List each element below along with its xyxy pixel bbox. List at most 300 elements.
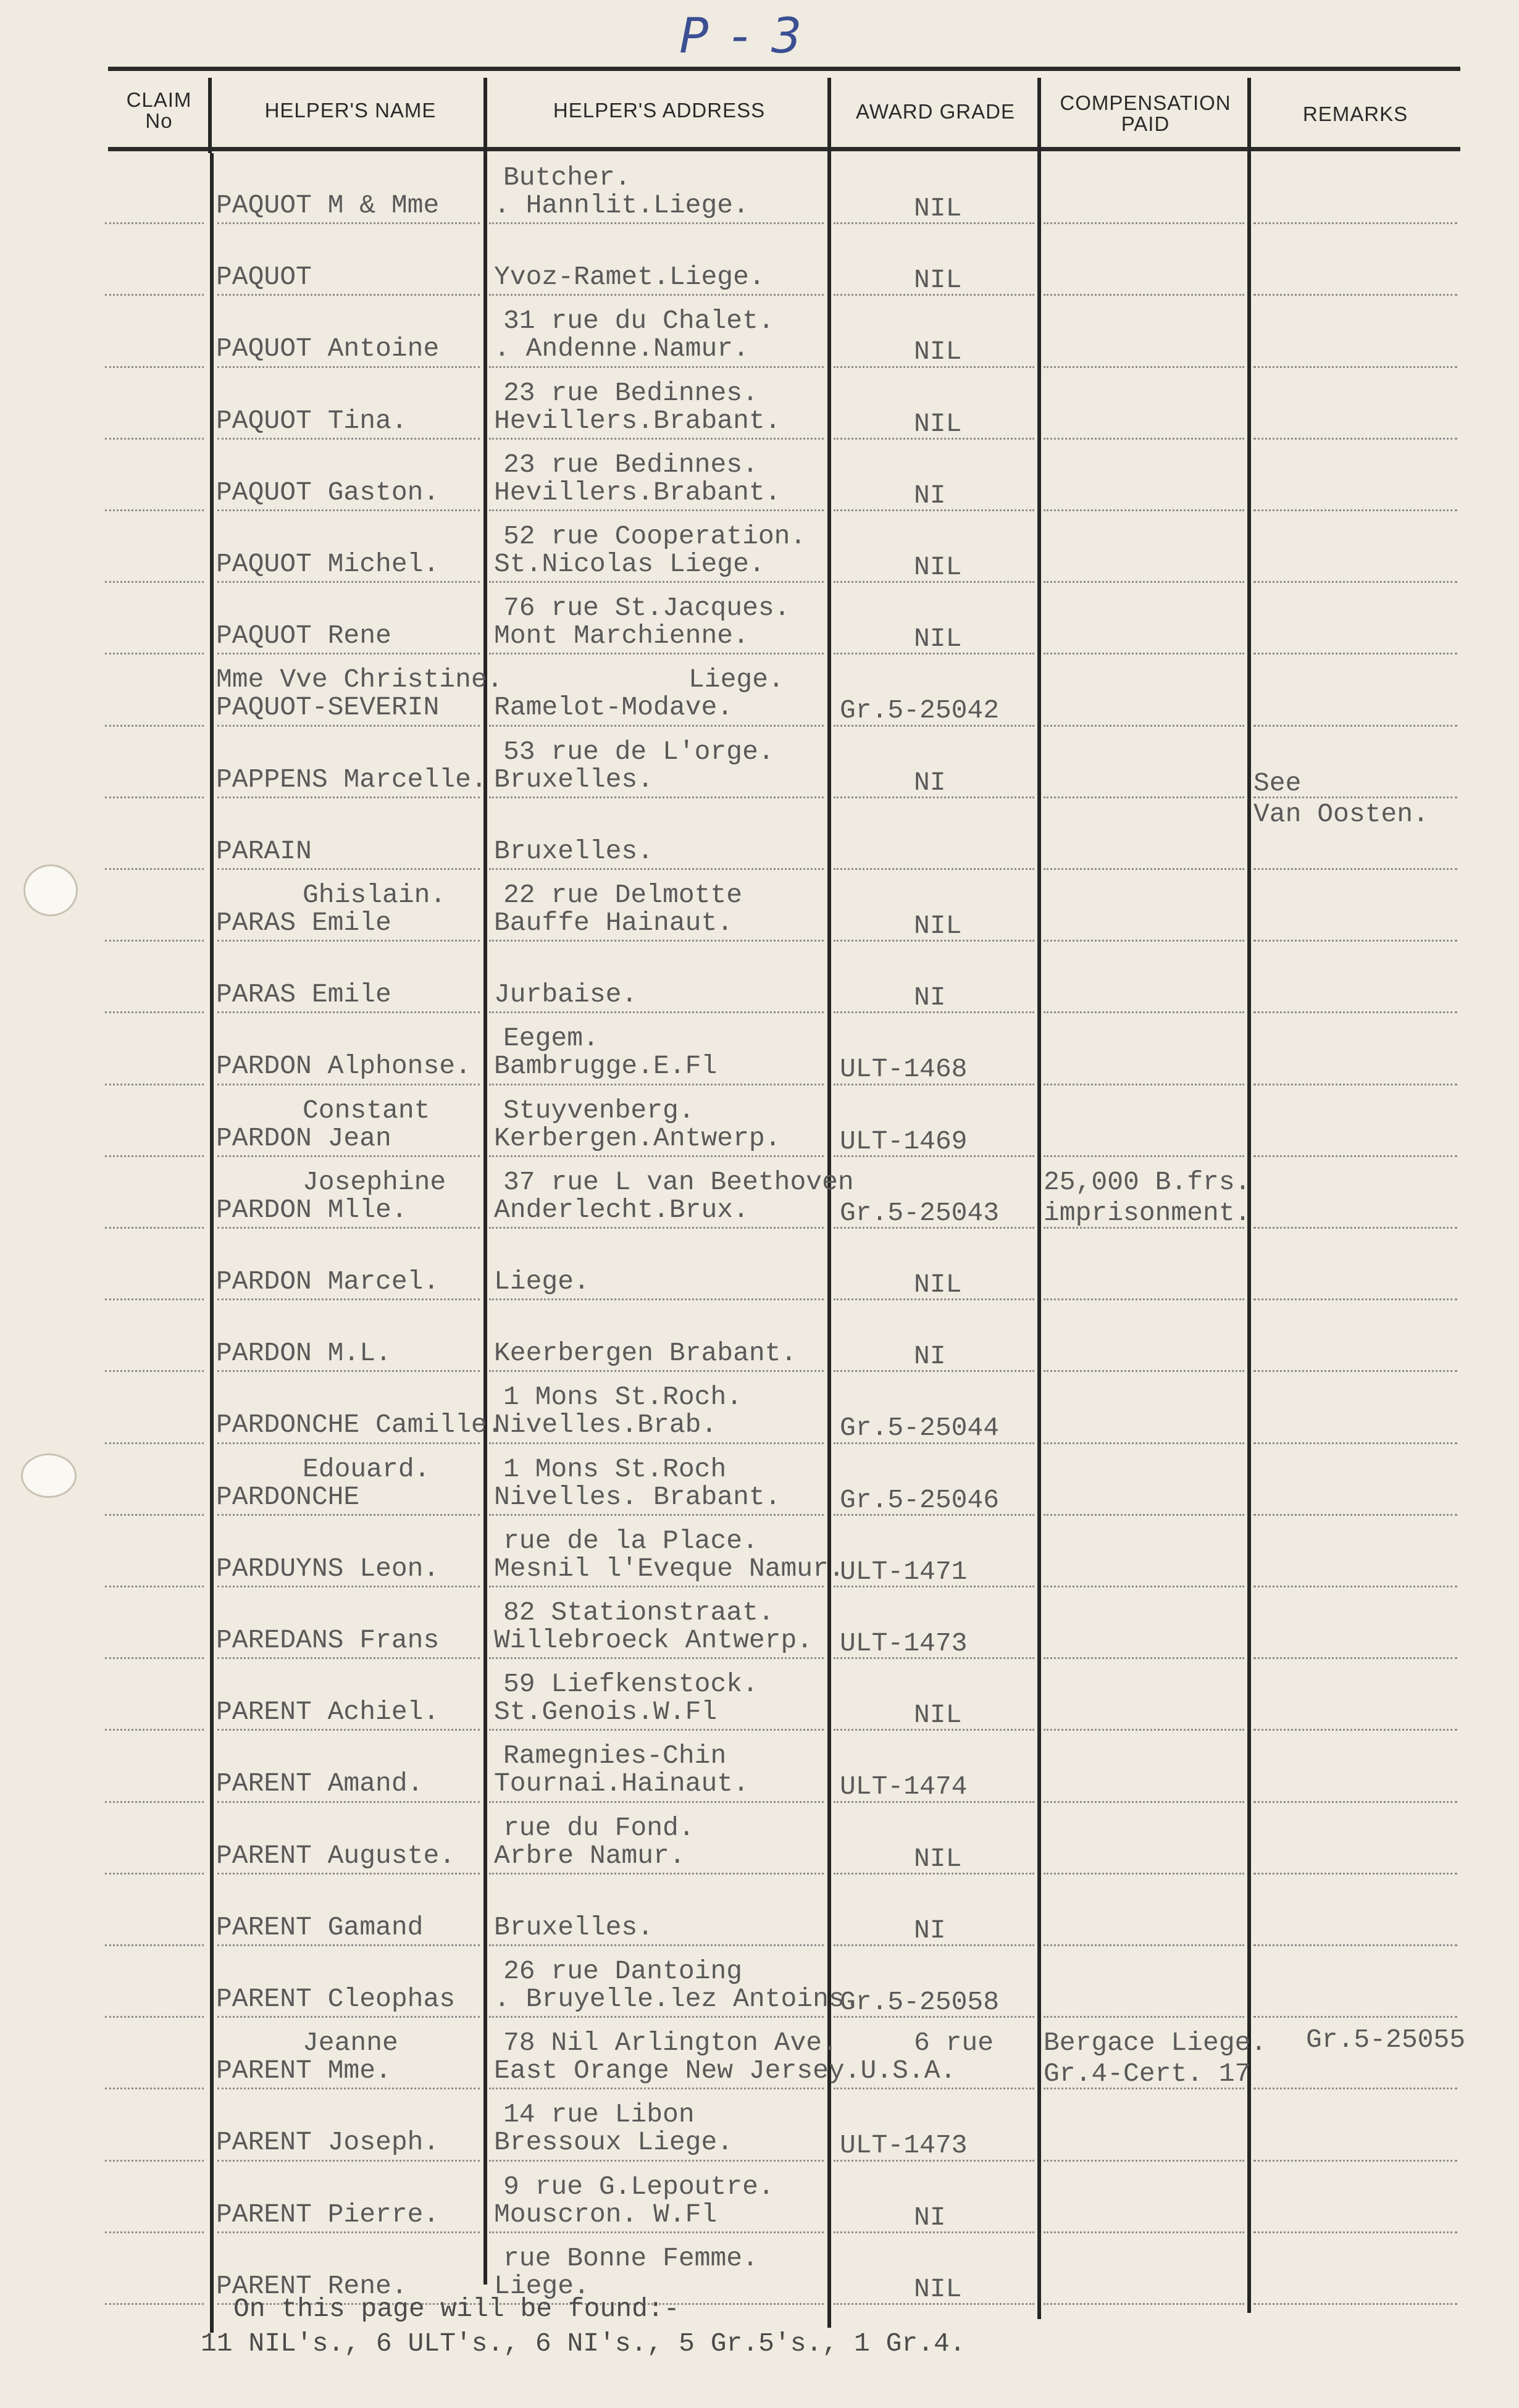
helper-name-given: Ghislain.: [303, 880, 446, 910]
award-grade: Gr.5-25043: [840, 1197, 1000, 1228]
award-grade: NIL: [914, 911, 962, 941]
helper-name: PAQUOT Antoine: [216, 333, 440, 364]
row-rule: [489, 1657, 824, 1659]
row-rule: [1044, 1514, 1244, 1516]
row-rule: [105, 294, 204, 296]
row-rule: [217, 2016, 480, 2018]
row-rule: [1253, 1084, 1457, 1085]
row-rule: [105, 1011, 204, 1013]
helper-address-line-1: 76 rue St.Jacques.: [503, 593, 790, 624]
row-rule: [105, 1227, 204, 1229]
row-rule: [217, 1801, 480, 1803]
remarks: See Van Oosten.: [1253, 767, 1429, 829]
punch-hole: [21, 1453, 77, 1498]
award-grade: NIL: [914, 1700, 962, 1731]
row-rule: [217, 1657, 480, 1659]
helper-address-line-1: 52 rue Cooperation.: [503, 521, 806, 551]
helper-address-line-2: . Andenne.Namur.: [494, 333, 749, 364]
row-rule: [217, 653, 480, 654]
helper-address-line-1: rue de la Place.: [503, 1525, 758, 1556]
row-rule: [217, 1298, 480, 1300]
row-rule: [105, 222, 204, 224]
row-rule: [1044, 1084, 1244, 1085]
row-rule: [217, 1155, 480, 1157]
row-rule: [217, 1084, 480, 1085]
row-rule: [217, 1227, 480, 1229]
helper-name: PARDON Mlle.: [216, 1194, 408, 1225]
row-rule: [105, 366, 204, 368]
row-rule: [217, 1370, 480, 1372]
row-rule: [1253, 1442, 1457, 1444]
row-rule: [1044, 1586, 1244, 1587]
row-rule: [834, 222, 1034, 224]
column-divider: [210, 153, 214, 2333]
award-grade: NIL: [914, 1843, 962, 1874]
helper-address-line-2: Bruxelles.: [494, 764, 654, 795]
row-rule: [834, 1370, 1034, 1372]
punch-hole: [23, 864, 78, 916]
row-rule: [217, 1011, 480, 1013]
row-rule: [489, 1370, 824, 1372]
row-rule: [1044, 725, 1244, 727]
row-rule: [489, 1729, 824, 1731]
row-rule: [489, 509, 824, 511]
row-rule: [105, 1084, 204, 1085]
helper-name-given: Mme Vve Christine.: [216, 664, 503, 695]
helper-name: PARAIN: [216, 835, 312, 866]
award-grade: NI: [914, 2202, 946, 2233]
helper-address-line-1: 23 rue Bedinnes.: [503, 449, 758, 480]
row-rule: [1253, 366, 1457, 368]
helper-address-line-1: 9 rue G.Lepoutre.: [503, 2171, 774, 2202]
row-rule: [489, 366, 824, 368]
row-rule: [217, 222, 480, 224]
row-rule: [489, 2231, 824, 2233]
row-rule: [834, 509, 1034, 511]
row-rule: [834, 1011, 1034, 1013]
award-grade: NI: [914, 1341, 946, 1372]
row-rule: [489, 868, 824, 870]
helper-address-line-1: rue du Fond.: [503, 1812, 695, 1843]
row-rule: [105, 653, 204, 654]
helper-name: PARENT Cleophas: [216, 1984, 456, 2014]
footer-line-2: 11 NIL's., 6 ULT's., 6 NI's., 5 Gr.5's., 1 Gr.4.: [201, 2328, 966, 2359]
helper-name-given: Constant: [303, 1095, 430, 1126]
helper-address-line-1: Eegem.: [503, 1023, 599, 1054]
row-rule: [1253, 294, 1457, 296]
row-rule: [1044, 1944, 1244, 1946]
award-grade: ULT-1473: [840, 1628, 968, 1658]
helper-address-line-2: Nivelles. Brabant.: [494, 1481, 781, 1512]
row-rule: [217, 1586, 480, 1587]
row-rule: [489, 581, 824, 583]
helper-name: PARENT Joseph.: [216, 2127, 440, 2158]
row-rule: [834, 1298, 1034, 1300]
helper-name-given: Josephine: [303, 1166, 446, 1197]
row-rule: [834, 366, 1034, 368]
row-rule: [489, 294, 824, 296]
row-rule: [489, 653, 824, 654]
row-rule: [834, 2160, 1034, 2162]
header-helper-address: HELPER'S ADDRESS: [553, 99, 766, 122]
row-rule: [217, 1729, 480, 1731]
row-rule: [834, 1729, 1034, 1731]
row-rule: [1044, 1729, 1244, 1731]
award-grade: NI: [914, 982, 946, 1013]
row-rule: [217, 366, 480, 368]
row-rule: [834, 294, 1034, 296]
row-rule: [105, 581, 204, 583]
helper-address-line-2: East Orange New Jersey.U.S.A.: [494, 2055, 956, 2086]
award-grade: ULT-1468: [840, 1054, 968, 1085]
row-rule: [217, 294, 480, 296]
header-top-rule: [108, 67, 1460, 71]
row-rule: [217, 509, 480, 511]
helper-address-line-2: Bambrugge.E.Fl: [494, 1051, 718, 1082]
row-rule: [217, 1944, 480, 1946]
row-rule: [834, 653, 1034, 654]
row-rule: [1044, 796, 1244, 798]
compensation-paid: 25,000 B.frs. imprisonment.: [1044, 1166, 1251, 1228]
helper-address-line-2: Tournai.Hainaut.: [494, 1768, 749, 1799]
helper-address-line-1: 1 Mons St.Roch: [503, 1453, 727, 1484]
helper-address-line-1: rue Bonne Femme.: [503, 2243, 758, 2273]
helper-name: PAREDANS Frans: [216, 1625, 440, 1655]
row-rule: [105, 2088, 204, 2089]
row-rule: [834, 796, 1034, 798]
row-rule: [834, 2231, 1034, 2233]
row-rule: [105, 1298, 204, 1300]
row-rule: [489, 1011, 824, 1013]
helper-name: PARDUYNS Leon.: [216, 1553, 440, 1584]
helper-name: PAPPENS Marcelle.: [216, 764, 487, 795]
row-rule: [1044, 1011, 1244, 1013]
helper-address-line-1: 23 rue Bedinnes.: [503, 377, 758, 408]
award-grade: NIL: [914, 1269, 962, 1300]
row-rule: [105, 1657, 204, 1659]
award-grade: NIL: [914, 624, 962, 654]
row-rule: [489, 2088, 824, 2089]
row-rule: [834, 1227, 1034, 1229]
row-rule: [105, 2303, 204, 2305]
award-grade: NI: [914, 480, 946, 511]
helper-name: PAQUOT Tina.: [216, 405, 408, 436]
row-rule: [1253, 2160, 1457, 2162]
row-rule: [1044, 2231, 1244, 2233]
row-rule: [489, 1944, 824, 1946]
row-rule: [105, 2231, 204, 2233]
helper-name: PARENT Gamand: [216, 1912, 424, 1942]
award-grade: ULT-1474: [840, 1771, 968, 1802]
row-rule: [1044, 1657, 1244, 1659]
helper-name: PARENT Rene.: [216, 2270, 408, 2301]
row-rule: [489, 1514, 824, 1516]
helper-address-line-2: Hevillers.Brabant.: [494, 477, 781, 508]
row-rule: [105, 1944, 204, 1946]
row-rule: [1253, 1801, 1457, 1803]
helper-name: PARENT Auguste.: [216, 1840, 456, 1871]
row-rule: [217, 725, 480, 727]
row-rule: [217, 2160, 480, 2162]
row-rule: [1044, 653, 1244, 654]
helper-address-line-1: 22 rue Delmotte: [503, 880, 743, 910]
header-remarks: REMARKS: [1302, 102, 1408, 125]
row-rule: [1253, 1514, 1457, 1516]
row-rule: [1253, 1370, 1457, 1372]
row-rule: [105, 509, 204, 511]
row-rule: [217, 868, 480, 870]
row-rule: [1253, 1155, 1457, 1157]
row-rule: [1044, 1155, 1244, 1157]
row-rule: [1253, 1227, 1457, 1229]
helper-address-line-1: 31 rue du Chalet.: [503, 306, 774, 337]
remarks: Gr.5-25055: [1306, 2025, 1466, 2055]
row-rule: [1044, 509, 1244, 511]
row-rule: [1253, 725, 1457, 727]
helper-address-line-2: . Hannlit.Liege.: [494, 190, 749, 220]
award-grade: NIL: [914, 408, 962, 439]
row-rule: [489, 1873, 824, 1875]
row-rule: [834, 1442, 1034, 1444]
row-rule: [1044, 438, 1244, 440]
row-rule: [834, 868, 1034, 870]
row-rule: [105, 1155, 204, 1157]
row-rule: [105, 1729, 204, 1731]
header-compensation-paid: COMPENSATION PAID: [1060, 91, 1231, 135]
helper-name: PAQUOT M & Mme: [216, 190, 440, 220]
row-rule: [1253, 222, 1457, 224]
row-rule: [1253, 2016, 1457, 2018]
helper-address-line-2: Arbre Namur.: [494, 1840, 685, 1871]
row-rule: [834, 1944, 1034, 1946]
row-rule: [489, 1442, 824, 1444]
row-rule: [1044, 294, 1244, 296]
helper-address-line-1: 78 Nil Arlington Ave.: [503, 2028, 838, 2059]
row-rule: [489, 1586, 824, 1587]
helper-name: PARDONCHE Camille.: [216, 1410, 503, 1440]
row-rule: [834, 1155, 1034, 1157]
row-rule: [105, 1586, 204, 1587]
helper-address-line-2: Mouscron. W.Fl: [494, 2199, 718, 2230]
helper-address-line-2: St.Genois.W.Fl: [494, 1697, 718, 1728]
helper-address-line-2: St.Nicolas Liege.: [494, 549, 765, 579]
row-rule: [1253, 940, 1457, 942]
award-grade: NIL: [914, 193, 962, 224]
row-rule: [489, 725, 824, 727]
row-rule: [1253, 438, 1457, 440]
award-grade: Gr.5-25044: [840, 1413, 1000, 1444]
row-rule: [217, 796, 480, 798]
compensation-paid: Bergace Liege. Gr.4-Cert. 17: [1044, 2028, 1267, 2089]
award-grade: NI: [914, 1915, 946, 1946]
row-rule: [1044, 940, 1244, 942]
award-grade: NIL: [914, 2273, 962, 2304]
row-rule: [105, 940, 204, 942]
row-rule: [105, 796, 204, 798]
row-rule: [489, 438, 824, 440]
row-rule: [1044, 2016, 1244, 2018]
award-grade: Gr.5-25046: [840, 1484, 1000, 1515]
helper-address-line-1: 14 rue Libon: [503, 2099, 695, 2130]
row-rule: [834, 2303, 1034, 2305]
helper-address-line-1: Ramegnies-Chin: [503, 1741, 727, 1771]
row-rule: [1044, 366, 1244, 368]
row-rule: [217, 940, 480, 942]
row-rule: [1044, 1873, 1244, 1875]
helper-address-line-2: Hevillers.Brabant.: [494, 405, 781, 436]
helper-address-line-2: Willebroeck Antwerp.: [494, 1625, 813, 1655]
helper-address-line-1: Stuyvenberg.: [503, 1095, 695, 1126]
row-rule: [217, 438, 480, 440]
helper-name-given: Edouard.: [303, 1453, 430, 1484]
row-rule: [834, 725, 1034, 727]
page-number: P - 3: [679, 9, 806, 64]
row-rule: [217, 1442, 480, 1444]
helper-name: PARENT Amand.: [216, 1768, 424, 1799]
row-rule: [1044, 868, 1244, 870]
helper-name: PARENT Pierre.: [216, 2199, 440, 2230]
helper-address-line-2: Jurbaise.: [494, 979, 638, 1010]
row-rule: [105, 868, 204, 870]
row-rule: [489, 1298, 824, 1300]
row-rule: [1253, 1944, 1457, 1946]
row-rule: [489, 222, 824, 224]
award-grade: NI: [914, 767, 946, 798]
helper-address-line-1: 53 rue de L'orge.: [503, 736, 774, 767]
header-claim-no: CLAIM No: [126, 88, 192, 132]
helper-name: PARAS Emile: [216, 908, 391, 938]
helper-name: PAQUOT Rene: [216, 621, 391, 651]
row-rule: [105, 1514, 204, 1516]
column-divider: [483, 78, 487, 2285]
helper-name: PARDON Marcel.: [216, 1266, 440, 1297]
row-rule: [105, 1442, 204, 1444]
row-rule: [489, 2016, 824, 2018]
helper-name: PAQUOT: [216, 262, 312, 293]
helper-address-line-2: Keerbergen Brabant.: [494, 1338, 797, 1369]
row-rule: [834, 581, 1034, 583]
row-rule: [489, 1155, 824, 1157]
row-rule: [105, 1873, 204, 1875]
row-rule: [105, 725, 204, 727]
row-rule: [1044, 1298, 1244, 1300]
row-rule: [1044, 2303, 1244, 2305]
helper-address-line-2: Mesnil l'Eveque Namur.: [494, 1553, 845, 1584]
row-rule: [834, 1657, 1034, 1659]
row-rule: [105, 2160, 204, 2162]
row-rule: [1253, 653, 1457, 654]
row-rule: [1253, 1298, 1457, 1300]
row-rule: [1253, 1729, 1457, 1731]
row-rule: [1044, 1442, 1244, 1444]
helper-address-line-2: Bressoux Liege.: [494, 2127, 734, 2158]
row-rule: [834, 1801, 1034, 1803]
helper-name: PARDON Jean: [216, 1122, 391, 1153]
row-rule: [834, 2016, 1034, 2018]
row-rule: [834, 1514, 1034, 1516]
row-rule: [489, 796, 824, 798]
helper-name: PARDON M.L.: [216, 1338, 391, 1369]
row-rule: [1253, 1657, 1457, 1659]
award-grade: NIL: [914, 265, 962, 296]
helper-address-line-1: 82 Stationstraat.: [503, 1597, 774, 1628]
row-rule: [489, 1084, 824, 1085]
helper-address-line-2: Bauffe Hainaut.: [494, 908, 734, 938]
award-grade: Gr.5-25042: [840, 695, 1000, 726]
award-grade: NIL: [914, 337, 962, 367]
row-rule: [1253, 1586, 1457, 1587]
helper-name: PARAS Emile: [216, 979, 391, 1010]
helper-address-line-1: 1 Mons St.Roch.: [503, 1382, 743, 1413]
award-grade: ULT-1471: [840, 1556, 968, 1587]
helper-address-line-2: . Bruyelle.lez Antoins.: [494, 1984, 861, 2014]
row-rule: [489, 940, 824, 942]
helper-name: PARDON Alphonse.: [216, 1051, 471, 1082]
row-rule: [105, 2016, 204, 2018]
helper-address-line-2: Nivelles.Brab.: [494, 1410, 718, 1440]
header-award-grade: AWARD GRADE: [856, 100, 1015, 123]
column-divider: [208, 78, 212, 153]
row-rule: [489, 1801, 824, 1803]
helper-name: PARENT Achiel.: [216, 1697, 440, 1728]
footer-line-1: On this page will be found:-: [233, 2294, 680, 2324]
row-rule: [1253, 2231, 1457, 2233]
row-rule: [105, 1801, 204, 1803]
helper-name-given: Jeanne: [303, 2028, 398, 2059]
helper-name: PAQUOT-SEVERIN: [216, 692, 440, 723]
award-grade: 6 rue: [914, 2028, 994, 2059]
row-rule: [217, 581, 480, 583]
row-rule: [834, 2088, 1034, 2089]
award-grade: ULT-1473: [840, 2130, 968, 2161]
helper-address-line-1: 37 rue L van Beethoven: [503, 1166, 854, 1197]
helper-address-line-1: 26 rue Dantoing: [503, 1956, 743, 1986]
row-rule: [217, 2231, 480, 2233]
row-rule: [489, 2160, 824, 2162]
helper-name: PARDONCHE: [216, 1481, 360, 1512]
header-helper-name: HELPER'S NAME: [264, 99, 437, 122]
row-rule: [1044, 2088, 1244, 2089]
row-rule: [1044, 581, 1244, 583]
row-rule: [1044, 1370, 1244, 1372]
row-rule: [834, 940, 1034, 942]
row-rule: [217, 1873, 480, 1875]
helper-address-line-2: Yvoz-Ramet.Liege.: [494, 262, 765, 293]
helper-address-line-2: Bruxelles.: [494, 835, 654, 866]
helper-address-line-2: Mont Marchienne.: [494, 621, 749, 651]
row-rule: [1044, 1801, 1244, 1803]
helper-address-line-2: Liege.: [494, 1266, 590, 1297]
helper-name: PARENT Mme.: [216, 2055, 391, 2086]
helper-address-line-1: Liege.: [688, 664, 784, 695]
row-rule: [834, 1586, 1034, 1587]
row-rule: [1253, 581, 1457, 583]
row-rule: [1044, 222, 1244, 224]
row-rule: [217, 2088, 480, 2089]
row-rule: [1253, 1873, 1457, 1875]
row-rule: [1044, 2160, 1244, 2162]
row-rule: [1253, 2088, 1457, 2089]
row-rule: [834, 438, 1034, 440]
helper-address-line-2: Bruxelles.: [494, 1912, 654, 1942]
helper-name: PAQUOT Gaston.: [216, 477, 440, 508]
helper-address-line-2: Anderlecht.Brux.: [494, 1194, 749, 1225]
row-rule: [105, 438, 204, 440]
row-rule: [1253, 509, 1457, 511]
row-rule: [1044, 1227, 1244, 1229]
helper-address-line-2: Liege.: [494, 2270, 590, 2301]
award-grade: Gr.5-25058: [840, 1987, 1000, 2017]
